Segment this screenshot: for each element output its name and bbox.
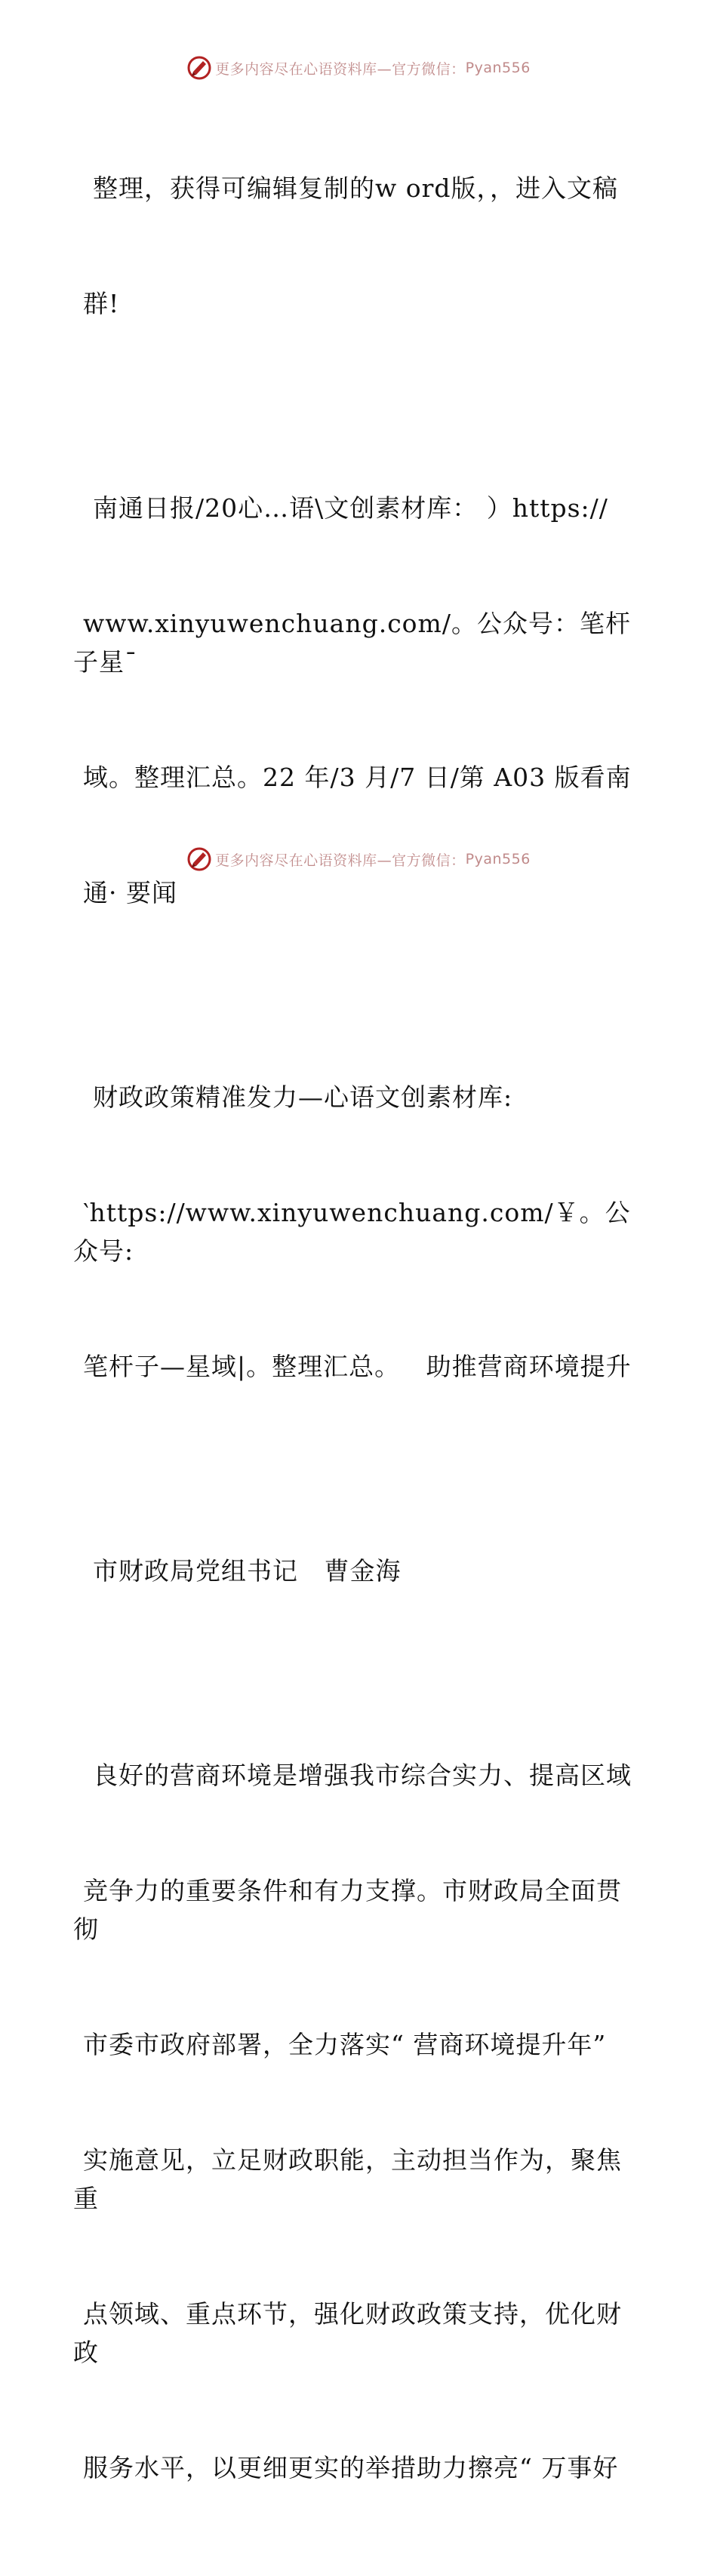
text-line: 良好的营商环境是增强我市综合实力、提高区域	[93, 1761, 632, 1790]
text-line: 笔杆子—星域|。整理汇总。 助推营商环境提升	[83, 1352, 632, 1381]
text-line: 点领域、重点环节，强化财政政策支持，优化财政	[73, 2299, 622, 2367]
header-wechat-id: Pyan556	[465, 60, 531, 76]
footer-wechat-id: Pyan556	[465, 851, 531, 867]
text-line: 域。整理汇总。22 年/3 月/7 日/第 A03 版看南	[83, 763, 632, 792]
paragraph-1	[73, 92, 647, 400]
header-banner-text: 更多内容尽在心语资料库—官方微信：	[215, 60, 466, 78]
paragraph-3	[73, 1001, 647, 1463]
brand-logo-icon	[186, 846, 212, 872]
footer-banner-text: 更多内容尽在心语资料库—官方微信：	[215, 852, 466, 869]
text-line: 南通日报/20心…语\文创素材库： ）https://	[93, 493, 608, 523]
text-line: www.xinyuwenchuang.com/。公众号：笔杆子星¯	[73, 609, 631, 677]
text-line: 服务水平，以更细更实的举措助力擦亮“ 万事好	[83, 2453, 619, 2482]
paragraph-4-byline	[73, 1475, 647, 1667]
text-line: 市财政局党组书记 曹金海	[93, 1556, 402, 1586]
text-line: 财政政策精准发力—心语文创素材库:	[93, 1082, 513, 1112]
footer-banner	[0, 844, 717, 874]
paragraph-5	[73, 1679, 647, 2564]
text-line: 群!	[83, 289, 120, 318]
text-line: 整理，获得可编辑复制的w ord版，，进入文稿	[93, 173, 619, 203]
brand-logo-icon	[186, 55, 212, 81]
text-line: 竞争力的重要条件和有力支撑。市财政局全面贯彻	[73, 1876, 622, 1944]
document-body	[73, 92, 647, 2576]
header-banner	[0, 53, 717, 83]
paragraph-2	[73, 412, 647, 989]
text-line: ‵https://www.xinyuwenchuang.com/￥。公众号:	[73, 1198, 631, 1266]
text-line: 市委市政府部署，全力落实“ 营商环境提升年”	[83, 2030, 607, 2059]
text-line: 实施意见，立足财政职能，主动担当作为，聚焦重	[73, 2145, 622, 2213]
text-line: 通· 要闻	[83, 878, 177, 907]
